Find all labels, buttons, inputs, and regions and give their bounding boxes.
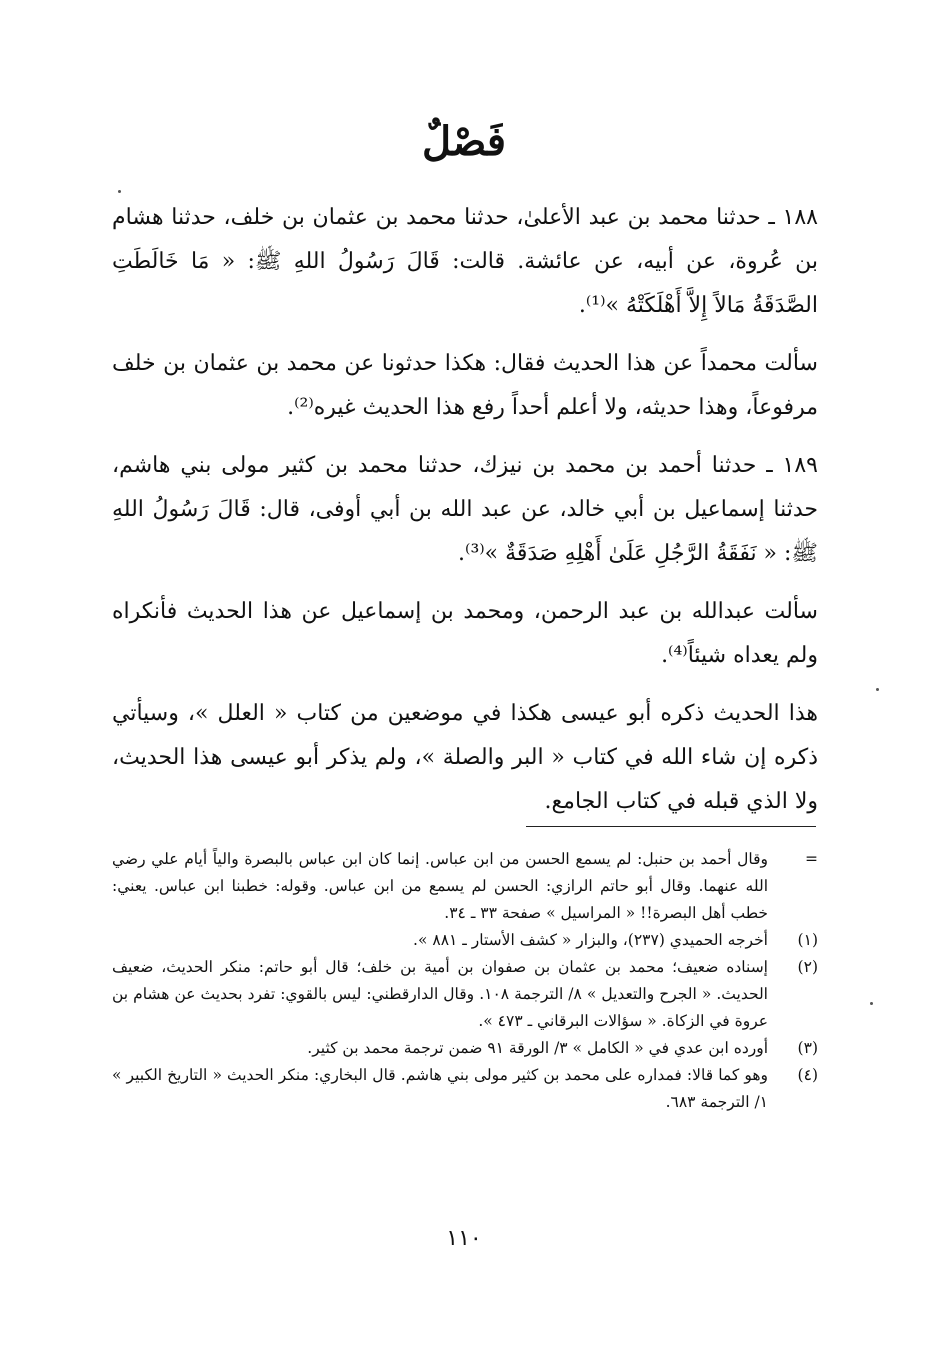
footnote-divider (526, 826, 816, 827)
footnote-mark: = (805, 850, 818, 868)
footnote-mark: (٤) (797, 1066, 818, 1084)
footnote-2 (112, 954, 818, 1035)
scan-speck (118, 190, 121, 193)
footnotes (112, 846, 818, 1116)
footnote-text: وهو كما قالا: فمداره على محمد بن كثير مولى بني هاشم. قال البخاري: منكر الحديث « التاريخ الكبير » ١/ الترجمة ٦٨٣. (112, 1066, 768, 1111)
footnote-text: إسناده ضعيف؛ محمد بن عثمان بن صفوان بن أمية بن خلف؛ قال أبو حاتم: منكر الحديث، ضعيف الحديث. « الجرح والتعديل » ٨/ الترجمة ١٠٨. وقال الدارقطني: ليس بالقوي: تفرد بحديث عن هشام بن عروة في الزكاة. « سؤالات البرقاني ـ ٤٧٣ ». (112, 958, 768, 1030)
page-number: ١١٠ (446, 1226, 482, 1251)
main-text (112, 196, 818, 838)
footnote-text: أورده ابن عدي في « الكامل » ٣/ الورقة ٩١ ضمن ترجمة محمد بن كثير. (307, 1039, 768, 1057)
paragraph-hadith-189: ١٨٩ ـ حدثنا أحمد بن محمد بن نيزك، حدثنا محمد بن كثير مولى بني هاشم، حدثنا إسماعيل بن أبي خالد، عن عبد الله بن أبي أوفى، قال: قَالَ رَسُولُ اللهِ ﷺ: « نَفَقَةُ الرَّجُلِ عَلَىٰ أَهْلِهِ صَدَقَةٌ »⁽³⁾. (112, 453, 818, 566)
paragraph-question-2: سألت عبدالله بن عبد الرحمن، ومحمد بن إسماعيل عن هذا الحديث فأنكراه ولم يعداه شيئاً⁽⁴⁾. (112, 599, 818, 668)
footnote-text: وقال أحمد بن حنبل: لم يسمع الحسن من ابن عباس. إنما كان ابن عباس بالبصرة والياً أيام علي رضي الله عنهما. وقال أبو حاتم الرازي: الحسن لم يسمع من ابن عباس. وقوله: خطبنا ابن عباس. يعني: خطب أهل البصرة!! « المراسيل » صفحة ٣٣ ـ ٣٤. (112, 850, 768, 922)
footnote-mark: (١) (797, 931, 818, 949)
footnote-4 (112, 1062, 818, 1116)
footnote-text: أخرجه الحميدي (٢٣٧)، والبزار « كشف الأستار ـ ٨٨١ ». (413, 931, 768, 949)
footnote-continuation (112, 846, 818, 927)
scan-speck (870, 1002, 873, 1005)
paragraph-hadith-188: ١٨٨ ـ حدثنا محمد بن عبد الأعلىٰ، حدثنا محمد بن عثمان بن خلف، حدثنا هشام بن عُروة، عن أبيه، عن عائشة. قالت: قَالَ رَسُولُ اللهِ ﷺ: « مَا خَالَطَتِ الصَّدَقَةُ مَالاً إِلاَّ أَهْلَكَتْهُ »⁽¹⁾. (112, 205, 818, 318)
scan-speck (876, 688, 879, 691)
section-heading: فَصْلٌ (421, 118, 507, 165)
footnote-mark: (٣) (797, 1039, 818, 1057)
footnote-1 (112, 927, 818, 954)
footnote-mark: (٢) (797, 958, 818, 976)
paragraph-question-1: سألت محمداً عن هذا الحديث فقال: هكذا حدثونا عن محمد بن عثمان بن خلف مرفوعاً، وهذا حديثه، ولا أعلم أحداً رفع هذا الحديث غيره⁽²⁾. (112, 351, 818, 420)
paragraph-commentary: هذا الحديث ذكره أبو عيسى هكذا في موضعين من كتاب « العلل »، وسيأتي ذكره إن شاء الله في كتاب « البر والصلة »، ولم يذكر أبو عيسى هذا الحديث، ولا الذي قبله في كتاب الجامع. (112, 701, 818, 814)
footnote-3 (112, 1035, 818, 1062)
